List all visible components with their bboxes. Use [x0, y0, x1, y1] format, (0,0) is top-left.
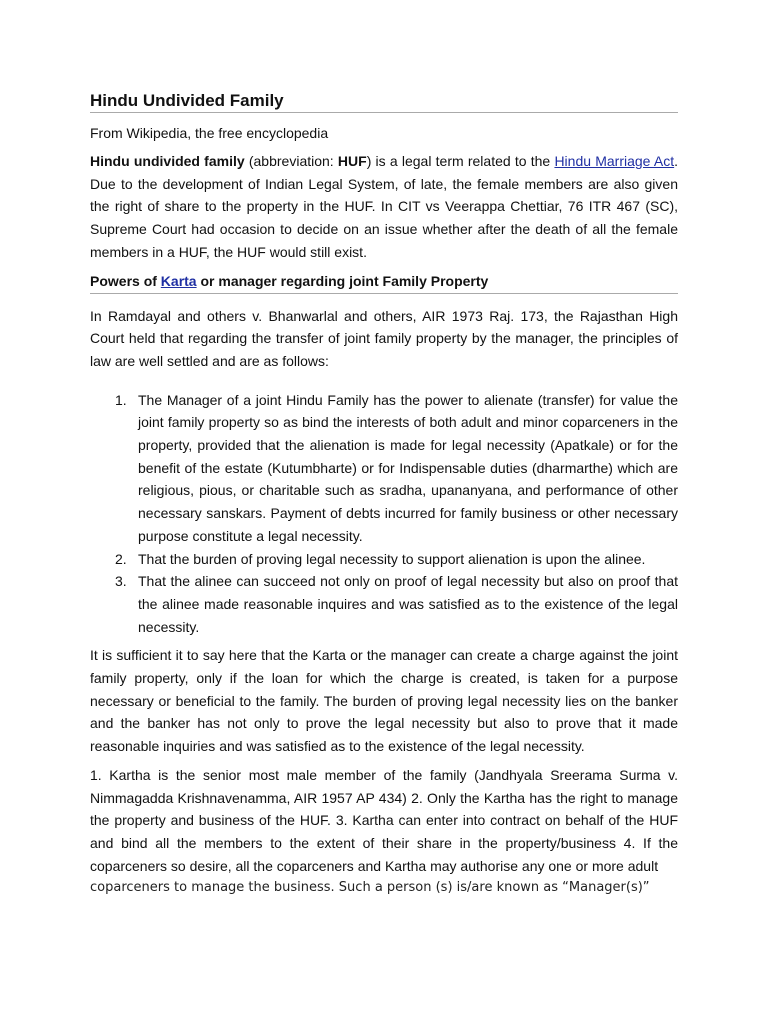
charge-paragraph: It is sufficient it to say here that the Karta or the manager can create a charge against the joint family property, only if the loan for which the charge is created, is taken for a purpose necessary or beneficial to the family. The burden of proving legal necessity lies on the banker and the banker has not only to prove the legal necessity but also to prove that it made reasonable inquiries and was satisfied as to the existence of the legal necessity. — [90, 647, 678, 755]
intro-rest: . Due to the development of Indian Legal System, of late, the female members are also given the right of share to the property in the HUF. In CIT vs Veerappa Chettiar, 76 ITR 467 (SC), Supreme Court had occasion to decide on an issue whether after the death of all the female members in a HUF, the HUF would still exist. — [90, 153, 679, 260]
list-item — [115, 389, 678, 548]
ramdayal-paragraph: In Ramdayal and others v. Bhanwarlal and others, AIR 1973 Raj. 173, the Rajasthan High Court held that regarding the transfer of joint family property by the manager, the principles of law are well settled and are as follows: — [90, 307, 678, 369]
list-item — [115, 548, 678, 571]
intro-term: Hindu undivided family — [90, 153, 245, 169]
list-item — [115, 570, 678, 638]
list-item-text: The Manager of a joint Hindu Family has the power to alienate (transfer) for value the joint family property so as bind the interests of both adult and minor coparceners in the property, provided that the alienation is made for legal necessity (Apatkale) or for the benefit of the estate (Kutumbharte) or for Indispensable duties (dharmarthe) which are religious, pious, or charitable such as sradha, upananyana, and performance of other necessary sanskars. Payment of debts incurred for family business or other necessary purpose constitute a legal necessity. — [138, 391, 678, 544]
list-item-number: 1. — [115, 391, 127, 408]
kartha-paragraph-last-line: coparceners to manage the business. Such a person (s) is/are known as “Manager(s)” — [90, 880, 650, 896]
intro-abbr-open: (abbreviation: — [244, 153, 338, 169]
article-title: Hindu Undivided Family — [90, 90, 678, 113]
principles-list — [90, 389, 678, 639]
kartha-paragraph: 1. Kartha is the senior most male member of the family (Jandhyala Sreerama Surma v. Nimmagadda Krishnavenamma, AIR 1957 AP 434) 2. Only the Kartha has the right to manage the property and business of the HUF. 3. Kartha can enter into contract on behalf of the HUF and bind all the members to the extent of their share in the property/business 4. If the coparceners so desire, all the coparceners and Kartha may authorise any one or more adult — [90, 766, 678, 874]
list-item-number: 2. — [115, 550, 127, 567]
section-suffix: or manager regarding joint Family Property — [196, 272, 489, 289]
section-prefix: Powers of — [90, 272, 161, 289]
section-heading — [90, 270, 678, 294]
list-item-text: That the burden of proving legal necessity to support alienation is upon the alinee. — [138, 550, 646, 567]
intro-abbr: HUF — [337, 153, 367, 169]
list-item-number: 3. — [115, 573, 127, 590]
karta-link[interactable]: Karta — [160, 272, 197, 289]
hindu-marriage-act-link[interactable]: Hindu Marriage Act — [554, 153, 675, 169]
article-subtitle: From Wikipedia, the free encyclopedia — [90, 125, 329, 141]
list-item-text: That the alinee can succeed not only on proof of legal necessity but also on proof that the alinee made reasonable inquires and was satisfied as to the existence of the legal necessity. — [138, 573, 678, 635]
intro-mid: ) is a legal term related to the — [366, 153, 555, 169]
intro-paragraph — [90, 150, 678, 264]
